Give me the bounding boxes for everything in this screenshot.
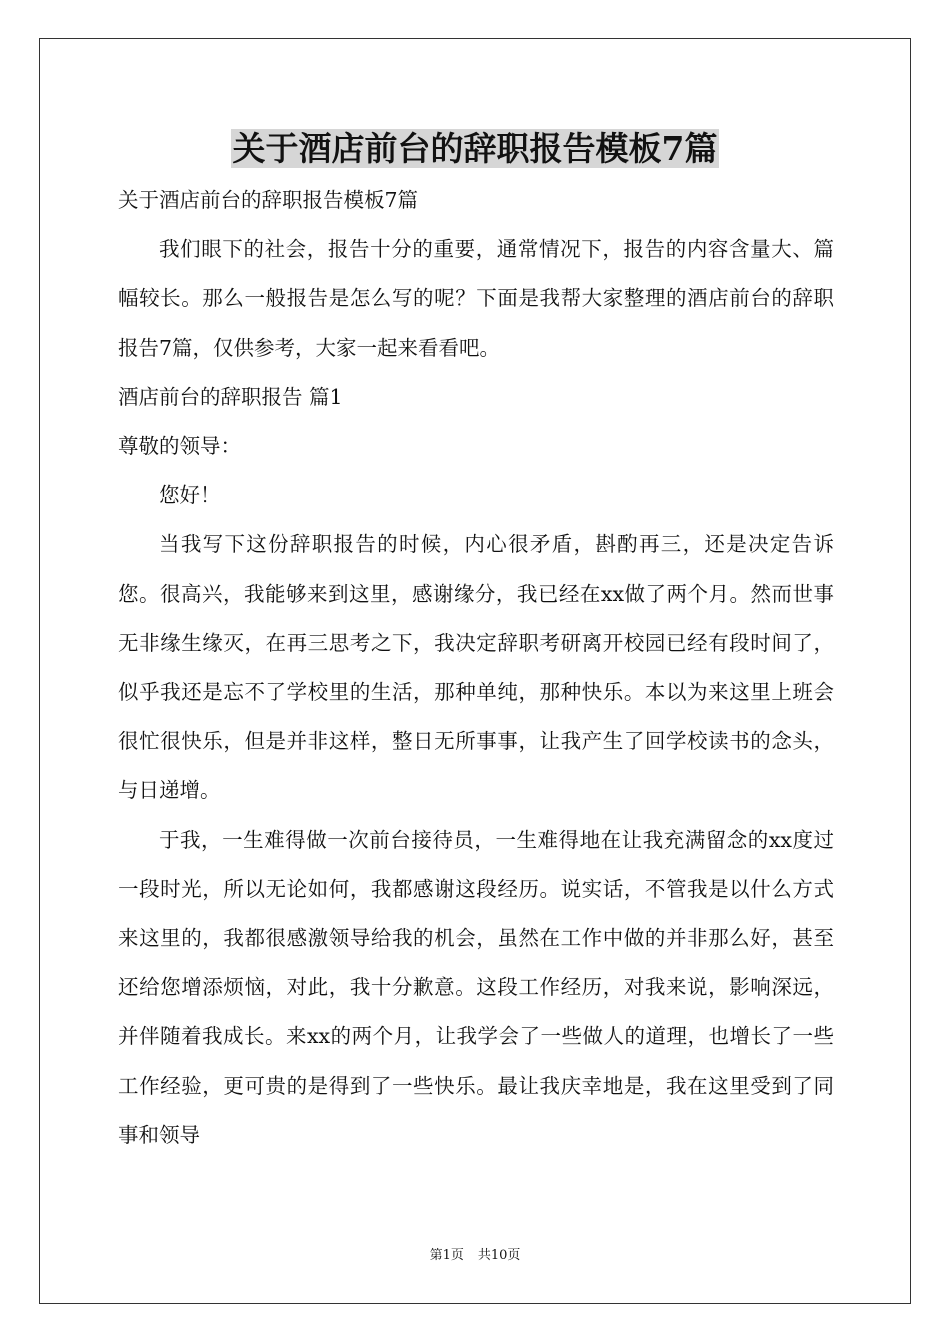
- document-title: [0, 126, 950, 172]
- paragraph-subtitle: 关于酒店前台的辞职报告模板7篇: [118, 188, 419, 212]
- document-title-text: 关于酒店前台的辞职报告模板7篇: [232, 129, 718, 168]
- greeting: 您好！: [159, 483, 221, 508]
- page-footer: [0, 1247, 950, 1265]
- salutation: 尊敬的领导：: [118, 434, 241, 459]
- paragraph-body-1: 当我写下这份辞职报告的时候，内心很矛盾，斟酌再三，还是决定告诉您。很高兴，我能够来到这里，感谢缘分，我已经在xx做了两个月。然而世事无非缘生缘灭，在再三思考之下，我决定辞职考研离开校园已经有段时间了，似乎我还是忘不了学校里的生活，那种单纯，那种快乐。本以为来这里上班会很忙很快乐，但是并非这样，整日无所事事，让我产生了回学校读书的念头，与日递增。: [118, 532, 834, 803]
- page-number-current: 第1页: [429, 1248, 464, 1263]
- page-number-total: 共10页: [477, 1248, 521, 1263]
- paragraph-body-2: 于我，一生难得做一次前台接待员，一生难得地在让我充满留念的xx度过一段时光，所以无论如何，我都感谢这段经历。说实话，不管我是以什么方式来这里的，我都很感激领导给我的机会，虽然在工作中做的并非那么好，甚至还给您增添烦恼，对此，我十分歉意。这段工作经历，对我来说，影响深远，并伴随着我成长。来xx的两个月，让我学会了一些做人的道理，也增长了一些工作经验，更可贵的是得到了一些快乐。最让我庆幸地是，我在这里受到了同事和领导: [118, 827, 834, 1147]
- section-heading: 酒店前台的辞职报告 篇1: [118, 384, 343, 409]
- paragraph-intro: 我们眼下的社会，报告十分的重要，通常情况下，报告的内容含量大、篇幅较长。那么一般报告是怎么写的呢？下面是我帮大家整理的酒店前台的辞职报告7篇，仅供参考，大家一起来看看吧。: [118, 237, 834, 360]
- document-body: [118, 176, 834, 1160]
